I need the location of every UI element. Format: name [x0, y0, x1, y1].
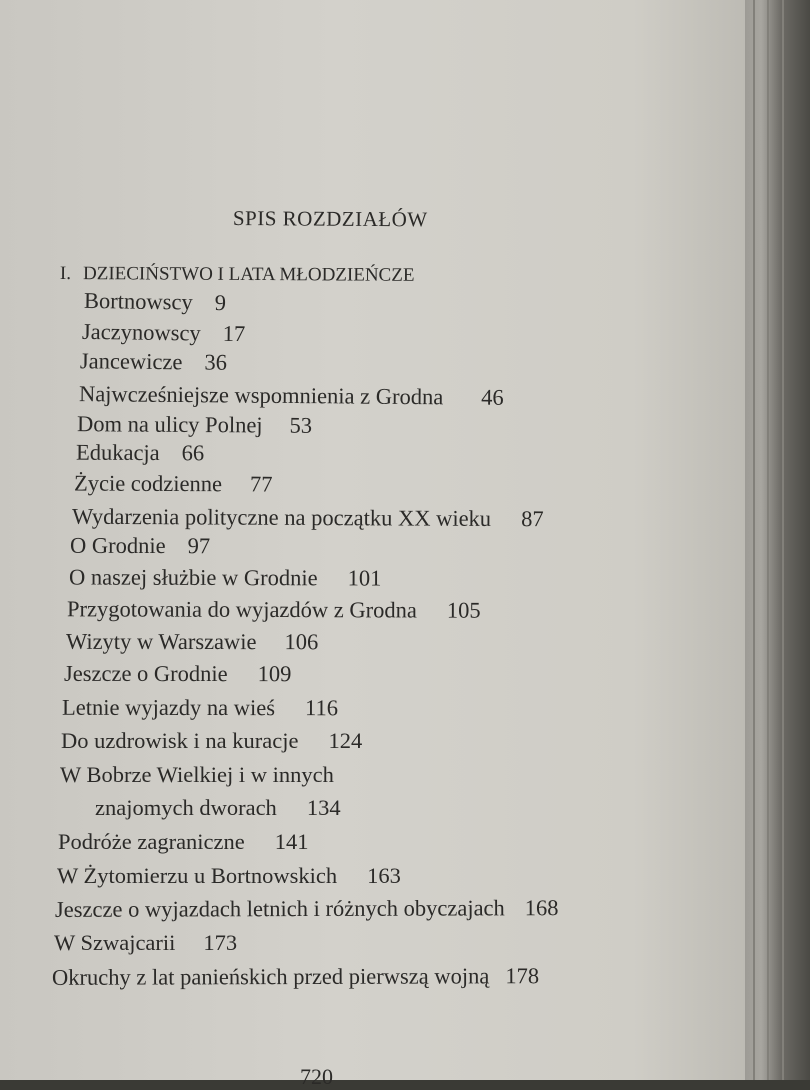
edge-line — [782, 0, 784, 1080]
toc-entry — [61, 728, 362, 754]
toc-entry — [54, 930, 237, 956]
toc-entry — [69, 564, 382, 591]
toc-entry — [55, 895, 559, 923]
entry-page: 53 — [289, 412, 313, 438]
entry-title: W Szwajcarii — [54, 930, 176, 955]
entry-title: Podróże zagraniczne — [58, 829, 245, 854]
entry-page: 173 — [203, 930, 238, 955]
page-number: 720 — [300, 1064, 333, 1089]
entry-page: 77 — [249, 471, 273, 497]
entry-page: 17 — [222, 320, 246, 347]
toc-entry — [70, 533, 210, 559]
toc-entry — [82, 319, 246, 347]
toc-entry — [57, 863, 401, 889]
toc-entry — [62, 695, 338, 721]
entry-title: W Żytomierzu u Bortnowskich — [57, 863, 338, 888]
entry-page: 105 — [446, 597, 481, 623]
entry-title: O Grodnie — [69, 532, 166, 559]
entry-page: 36 — [204, 349, 228, 375]
toc-entry-continuation — [95, 795, 341, 821]
entry-page: 163 — [367, 863, 401, 888]
edge-line — [753, 0, 755, 1080]
entry-title: Jeszcze o Grodnie — [63, 660, 228, 687]
entry-title: Letnie wyjazdy na wieś — [61, 694, 276, 721]
entry-title: Bortnowscy — [83, 287, 193, 315]
entry-title: Przygotowania do wyjazdów z Grodna — [66, 596, 417, 623]
toc-entry — [60, 762, 334, 788]
toc-entry — [79, 381, 504, 411]
toc-entry — [77, 411, 312, 439]
entry-page: 168 — [524, 895, 559, 921]
toc-heading: SPIS ROZDZIAŁÓW — [232, 206, 428, 232]
entry-title: Jaczynowscy — [81, 318, 201, 346]
entry-title: Jeszcze o wyjazdach letnich i różnych obyczajach — [54, 895, 505, 922]
entry-title: Okruchy z lat panieńskich przed pierwszą wojną — [51, 963, 490, 990]
toc-entry — [74, 470, 273, 497]
part-title — [60, 263, 415, 287]
entry-page: 97 — [187, 533, 211, 559]
entry-title: Życie codzienne — [73, 470, 223, 497]
entry-page: 66 — [181, 440, 205, 466]
toc-entry — [80, 348, 227, 376]
entry-page: 134 — [306, 795, 341, 820]
toc-entry — [66, 629, 318, 655]
entry-title: Wydarzenia polityczne na początku XX wieku — [71, 503, 492, 531]
toc-entry — [58, 829, 309, 855]
toc-entry — [67, 596, 481, 623]
entry-page: 87 — [521, 506, 544, 532]
toc-entry — [76, 440, 204, 467]
entry-title: Edukacja — [75, 439, 160, 466]
toc-entry — [52, 963, 539, 991]
entry-title: znajomych dworach — [95, 795, 277, 820]
entry-title: Do uzdrowisk i na kuracje — [61, 728, 299, 753]
entry-page: 106 — [284, 629, 319, 655]
entry-page: 116 — [305, 695, 338, 721]
entry-page: 9 — [214, 289, 227, 316]
part-number: I. — [59, 263, 72, 285]
entry-page: 109 — [257, 661, 292, 687]
entry-title: W Bobrze Wielkiej i w innych — [60, 762, 334, 787]
entry-page: 178 — [505, 963, 540, 989]
toc-entry — [84, 288, 226, 316]
entry-title: O naszej służbie w Grodnie — [68, 564, 318, 591]
entry-page: 141 — [274, 829, 309, 854]
entry-page: 101 — [347, 565, 382, 591]
entry-title: Wizyty w Warszawie — [65, 628, 257, 655]
part-title-text: DZIECIŃSTWO I LATA MŁODZIEŃCZE — [82, 263, 415, 286]
toc-entry — [64, 661, 291, 687]
entry-title: Najwcześniejsze wspomnienia z Grodna — [78, 381, 444, 410]
page-edge — [745, 0, 810, 1080]
entry-title: Jancewicze — [79, 348, 183, 375]
edge-line — [767, 0, 769, 1080]
entry-title: Dom na ulicy Polnej — [76, 411, 263, 438]
entry-page: 46 — [481, 384, 504, 410]
entry-page: 124 — [328, 728, 363, 753]
toc-entry — [72, 504, 544, 532]
